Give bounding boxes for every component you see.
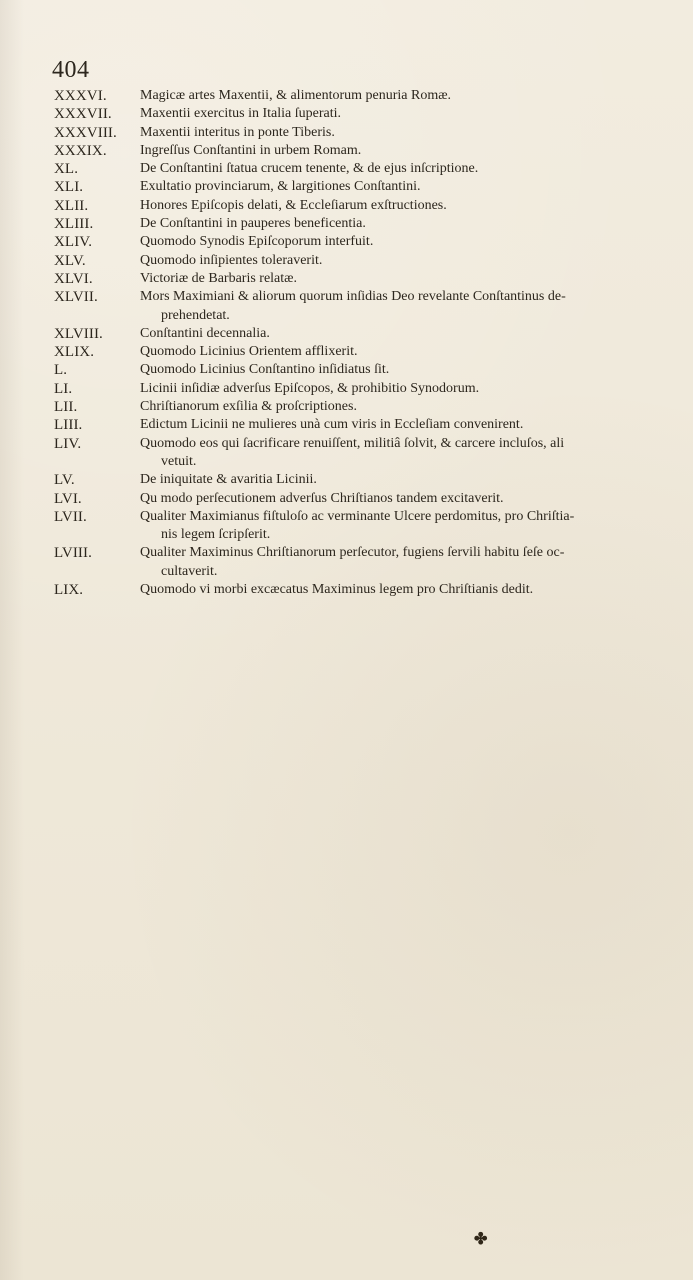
chapter-title: Qualiter Maximianus fiſtuloſo ac verminante Ulcere perdomitus, pro Chriſtia- nis legem ſcripſerit. bbox=[140, 508, 575, 543]
page-number: 404 bbox=[52, 57, 90, 83]
chapter-title: Edictum Licinii ne mulieres unà cum viris in Eccleſiam convenirent. bbox=[140, 417, 524, 433]
chapter-row bbox=[54, 544, 664, 581]
chapter-number: XLII. bbox=[54, 197, 89, 214]
chapter-row bbox=[54, 471, 664, 489]
chapter-row bbox=[54, 124, 664, 142]
chapter-number: XL. bbox=[54, 161, 79, 178]
chapter-row bbox=[54, 178, 664, 196]
chapter-title: Mors Maximiani & aliorum quorum inſidias Deo revelante Conſtantinus de- prehendetat. bbox=[140, 289, 566, 323]
chapter-number: LI. bbox=[54, 380, 73, 397]
chapter-number: LV. bbox=[54, 472, 75, 489]
chapter-row bbox=[54, 398, 664, 416]
chapter-title: Victoriæ de Barbaris relatæ. bbox=[140, 270, 298, 286]
chapter-number: XLIX. bbox=[54, 344, 95, 361]
chapter-title: Conſtantini decennalia. bbox=[140, 325, 270, 341]
chapter-number: XLI. bbox=[54, 179, 84, 196]
chapter-number: LIX. bbox=[54, 582, 84, 599]
chapter-row bbox=[54, 325, 664, 343]
chapter-title: Quomodo Synodis Epiſcoporum interfuit. bbox=[140, 234, 374, 250]
chapter-row bbox=[54, 288, 664, 325]
chapter-number: XLVIII. bbox=[54, 325, 103, 342]
chapter-number: XLVI. bbox=[54, 270, 93, 287]
chapter-row bbox=[54, 142, 664, 160]
chapter-row bbox=[54, 581, 664, 599]
chapter-title: Maxentii exercitus in Italia ſuperati. bbox=[140, 106, 341, 122]
printer-signature-mark: ✤ bbox=[474, 1231, 487, 1248]
chapter-number: LVIII. bbox=[54, 545, 92, 562]
chapter-title: Magicæ artes Maxentii, & alimentorum penuria Romæ. bbox=[140, 88, 452, 103]
chapter-title: De Conſtantini ſtatua crucem tenente, & de ejus inſcriptione. bbox=[140, 161, 479, 177]
chapter-row bbox=[54, 361, 664, 379]
chapter-title: Quomodo eos qui ſacrificare renuiſſent, militiâ ſolvit, & carcere incluſos, ali vetuit. bbox=[140, 435, 565, 469]
chapter-title: Quomodo Licinius Orientem afflixerit. bbox=[140, 344, 358, 360]
chapter-number: XXXIX. bbox=[54, 142, 107, 159]
chapter-row bbox=[54, 160, 664, 178]
chapter-number: XLIII. bbox=[54, 216, 94, 233]
chapter-title: Quomodo vi morbi excæcatus Maximinus legem pro Chriſtianis dedit. bbox=[140, 582, 534, 598]
chapter-title: Maxentii interitus in ponte Tiberis. bbox=[140, 124, 335, 140]
chapter-title: Exultatio provinciarum, & largitiones Conſtantini. bbox=[140, 179, 421, 195]
chapter-title: Ingreſſus Conſtantini in urbem Romam. bbox=[140, 142, 362, 158]
chapter-title: Quomodo Licinius Conſtantino inſidiatus ſit. bbox=[140, 362, 390, 378]
page-edge-shadow bbox=[0, 0, 24, 1280]
chapter-title: Qualiter Maximinus Chriſtianorum perſecutor, fugiens ſervili habitu ſeſe oc- cultaverit. bbox=[140, 545, 565, 579]
chapter-number: LIV. bbox=[54, 435, 82, 452]
chapter-row bbox=[54, 270, 664, 288]
chapter-number: XXXVI. bbox=[54, 88, 107, 104]
chapter-title: Chriſtianorum exſilia & proſcriptiones. bbox=[140, 399, 357, 415]
chapter-title: Quomodo inſipientes toleraverit. bbox=[140, 252, 323, 268]
chapter-row bbox=[54, 233, 664, 251]
chapter-row bbox=[54, 215, 664, 233]
chapter-title: Qu modo perſecutionem adverſus Chriſtianos tandem excitaverit. bbox=[140, 490, 504, 506]
chapter-row bbox=[54, 87, 664, 105]
chapter-row bbox=[54, 490, 664, 508]
chapter-number: LVI. bbox=[54, 490, 82, 507]
chapter-number: XXXVII. bbox=[54, 106, 112, 123]
chapter-title: Honores Epiſcopis delati, & Eccleſiarum exſtructiones. bbox=[140, 197, 447, 213]
chapter-number: LIII. bbox=[54, 417, 83, 434]
chapter-row bbox=[54, 435, 664, 472]
chapter-row bbox=[54, 380, 664, 398]
chapter-title: De Conſtantini in pauperes beneficentia. bbox=[140, 216, 366, 232]
chapter-row bbox=[54, 416, 664, 434]
chapter-title: De iniquitate & avaritia Licinii. bbox=[140, 472, 317, 488]
chapter-number: L. bbox=[54, 362, 68, 379]
chapter-number: XXXVIII. bbox=[54, 124, 117, 141]
chapter-title: Licinii inſidiæ adverſus Epiſcopos, & prohibitio Synodorum. bbox=[140, 380, 480, 396]
chapter-number: LVII. bbox=[54, 508, 87, 525]
chapter-row bbox=[54, 508, 664, 545]
chapter-row bbox=[54, 197, 664, 215]
chapter-row bbox=[54, 343, 664, 361]
chapter-number: XLV. bbox=[54, 252, 86, 269]
chapter-number: XLIV. bbox=[54, 234, 93, 251]
chapter-row bbox=[54, 252, 664, 270]
chapter-number: XLVII. bbox=[54, 289, 98, 306]
chapter-row bbox=[54, 105, 664, 123]
chapter-list bbox=[54, 87, 664, 599]
chapter-number: LII. bbox=[54, 399, 78, 416]
